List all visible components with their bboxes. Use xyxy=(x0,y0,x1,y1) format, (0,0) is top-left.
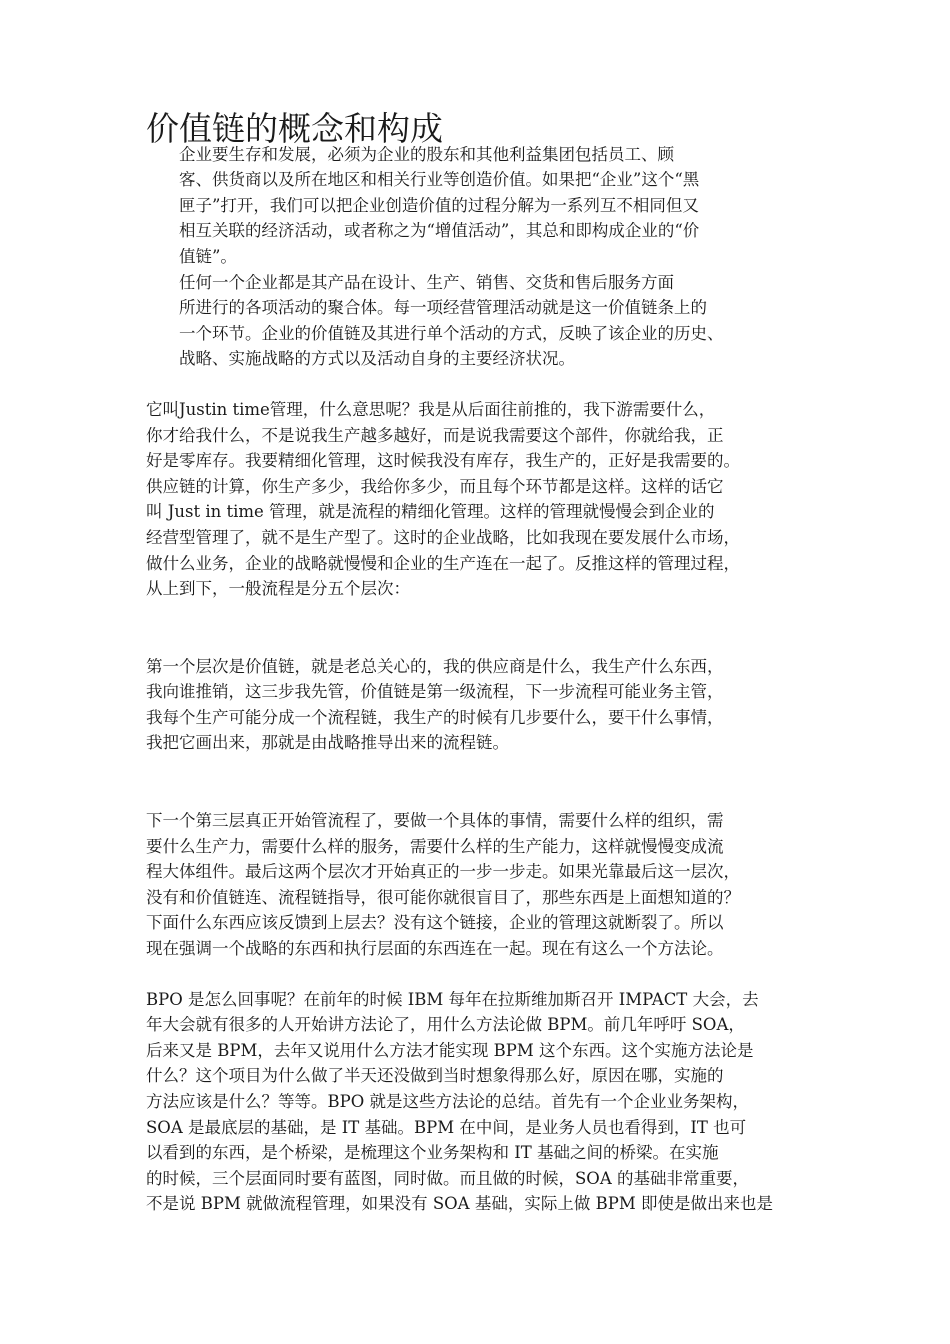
paragraph-spacer xyxy=(146,602,846,654)
text-line: 任何一个企业都是其产品在设计、生产、销售、交货和售后服务方面 xyxy=(179,272,674,292)
text-line: 程大体组件。最后这两个层次才开始真正的一步一步走。如果光靠最后这一层次， xyxy=(146,862,740,882)
text-line: 它叫Justin time管理，什么意思呢？我是从后面往前推的，我下游需要什么， xyxy=(146,399,716,419)
paragraph-value-chain-definition xyxy=(146,142,846,270)
text-line: 以看到的东西，是个桥梁，是梳理这个业务架构和 IT 基础之间的桥梁。在实施 xyxy=(146,1143,719,1163)
paragraph-third-level xyxy=(146,808,846,962)
paragraph-spacer xyxy=(146,372,846,397)
text-line: 匣子”打开，我们可以把企业创造价值的过程分解为一系列互不相同但又 xyxy=(179,195,699,215)
text-line: 方法应该是什么？等等。BPO 就是这些方法论的总结。首先有一个企业业务架构， xyxy=(146,1092,749,1111)
text-line: SOA 是最底层的基础，是 IT 基础。BPM 在中间，是业务人员也看得到，IT 也可 xyxy=(146,1117,747,1137)
text-line: 现在强调一个战略的东西和执行层面的东西连在一起。现在有这么一个方法论。 xyxy=(146,939,724,959)
text-line: 后来又是 BPM，去年又说用什么方法才能实现 BPM 这个东西。这个实施方法论是 xyxy=(146,1040,754,1060)
text-line: 客、供货商以及所在地区和相关行业等创造价值。如果把“企业”这个“黑 xyxy=(179,170,700,190)
text-line: 值链”。 xyxy=(179,246,237,266)
text-line: 什么？这个项目为什么做了半天还没做到当时想象得那么好，原因在哪，实施的 xyxy=(146,1066,724,1086)
text-line: 一个环节。企业的价值链及其进行单个活动的方式，反映了该企业的历史、 xyxy=(179,323,724,343)
text-line: 我每个生产可能分成一个流程链，我生产的时候有几步要什么，要干什么事情， xyxy=(146,707,724,727)
text-line: 年大会就有很多的人开始讲方法论了，用什么方法论做 BPM。前几年呼吁 SOA， xyxy=(146,1015,745,1035)
text-line: 我把它画出来，那就是由战略推导出来的流程链。 xyxy=(146,733,509,753)
text-line: 不是说 BPM 就做流程管理，如果没有 SOA 基础，实际上做 BPM 即使是做出来也是 xyxy=(146,1194,773,1214)
paragraph-spacer xyxy=(146,756,846,808)
text-line: 叫 Just in time 管理，就是流程的精细化管理。这样的管理就慢慢会到企业的 xyxy=(146,502,715,522)
text-line: 你才给我什么，不是说我生产越多越好，而是说我需要这个部件，你就给我，正 xyxy=(146,425,724,445)
text-line: 下面什么东西应该反馈到上层去？没有这个链接，企业的管理这就断裂了。所以 xyxy=(146,913,724,933)
paragraph-bpo xyxy=(146,987,846,1217)
text-line: 做什么业务，企业的战略就慢慢和企业的生产连在一起了。反推这样的管理过程， xyxy=(146,553,740,573)
document-title: 价值链的概念和构成 xyxy=(146,109,443,148)
text-line: 好是零库存。我要精细化管理，这时候我没有库存，我生产的，正好是我需要的。 xyxy=(146,451,740,471)
text-line: 的时候，三个层面同时要有蓝图，同时做。而且做的时候，SOA 的基础非常重要， xyxy=(146,1168,749,1188)
text-line: 我向谁推销，这三步我先管，价值链是第一级流程，下一步流程可能业务主管， xyxy=(146,682,724,702)
paragraph-first-level xyxy=(146,654,846,756)
text-line: 所进行的各项活动的聚合体。每一项经营管理活动就是这一价值链条上的 xyxy=(179,298,707,318)
text-line: 下一个第三层真正开始管流程了，要做一个具体的事情，需要什么样的组织，需 xyxy=(146,811,724,831)
text-line: 要什么生产力，需要什么样的服务，需要什么样的生产能力，这样就慢慢变成流 xyxy=(146,836,724,856)
paragraph-enterprise-activities xyxy=(146,270,846,372)
paragraph-spacer xyxy=(146,962,846,987)
paragraph-just-in-time xyxy=(146,397,846,602)
text-line: 经营型管理了，就不是生产型了。这时的企业战略，比如我现在要发展什么市场， xyxy=(146,527,740,547)
text-line: 相互关联的经济活动，或者称之为“增值活动”，其总和即构成企业的“价 xyxy=(179,221,700,241)
document-body xyxy=(146,109,846,1217)
text-line: 从上到下，一般流程是分五个层次： xyxy=(146,579,410,599)
text-line: 企业要生存和发展，必须为企业的股东和其他利益集团包括员工、顾 xyxy=(179,144,674,164)
text-line: 战略、实施战略的方式以及活动自身的主要经济状况。 xyxy=(179,349,575,369)
text-line: BPO 是怎么回事呢？在前年的时候 IBM 每年在拉斯维加斯召开 IMPACT 大会，去 xyxy=(146,989,759,1009)
text-line: 没有和价值链连、流程链指导，很可能你就很盲目了，那些东西是上面想知道的？ xyxy=(146,887,740,907)
text-line: 第一个层次是价值链，就是老总关心的，我的供应商是什么，我生产什么东西， xyxy=(146,656,724,676)
text-line: 供应链的计算，你生产多少，我给你多少，而且每个环节都是这样。这样的话它 xyxy=(146,476,724,496)
